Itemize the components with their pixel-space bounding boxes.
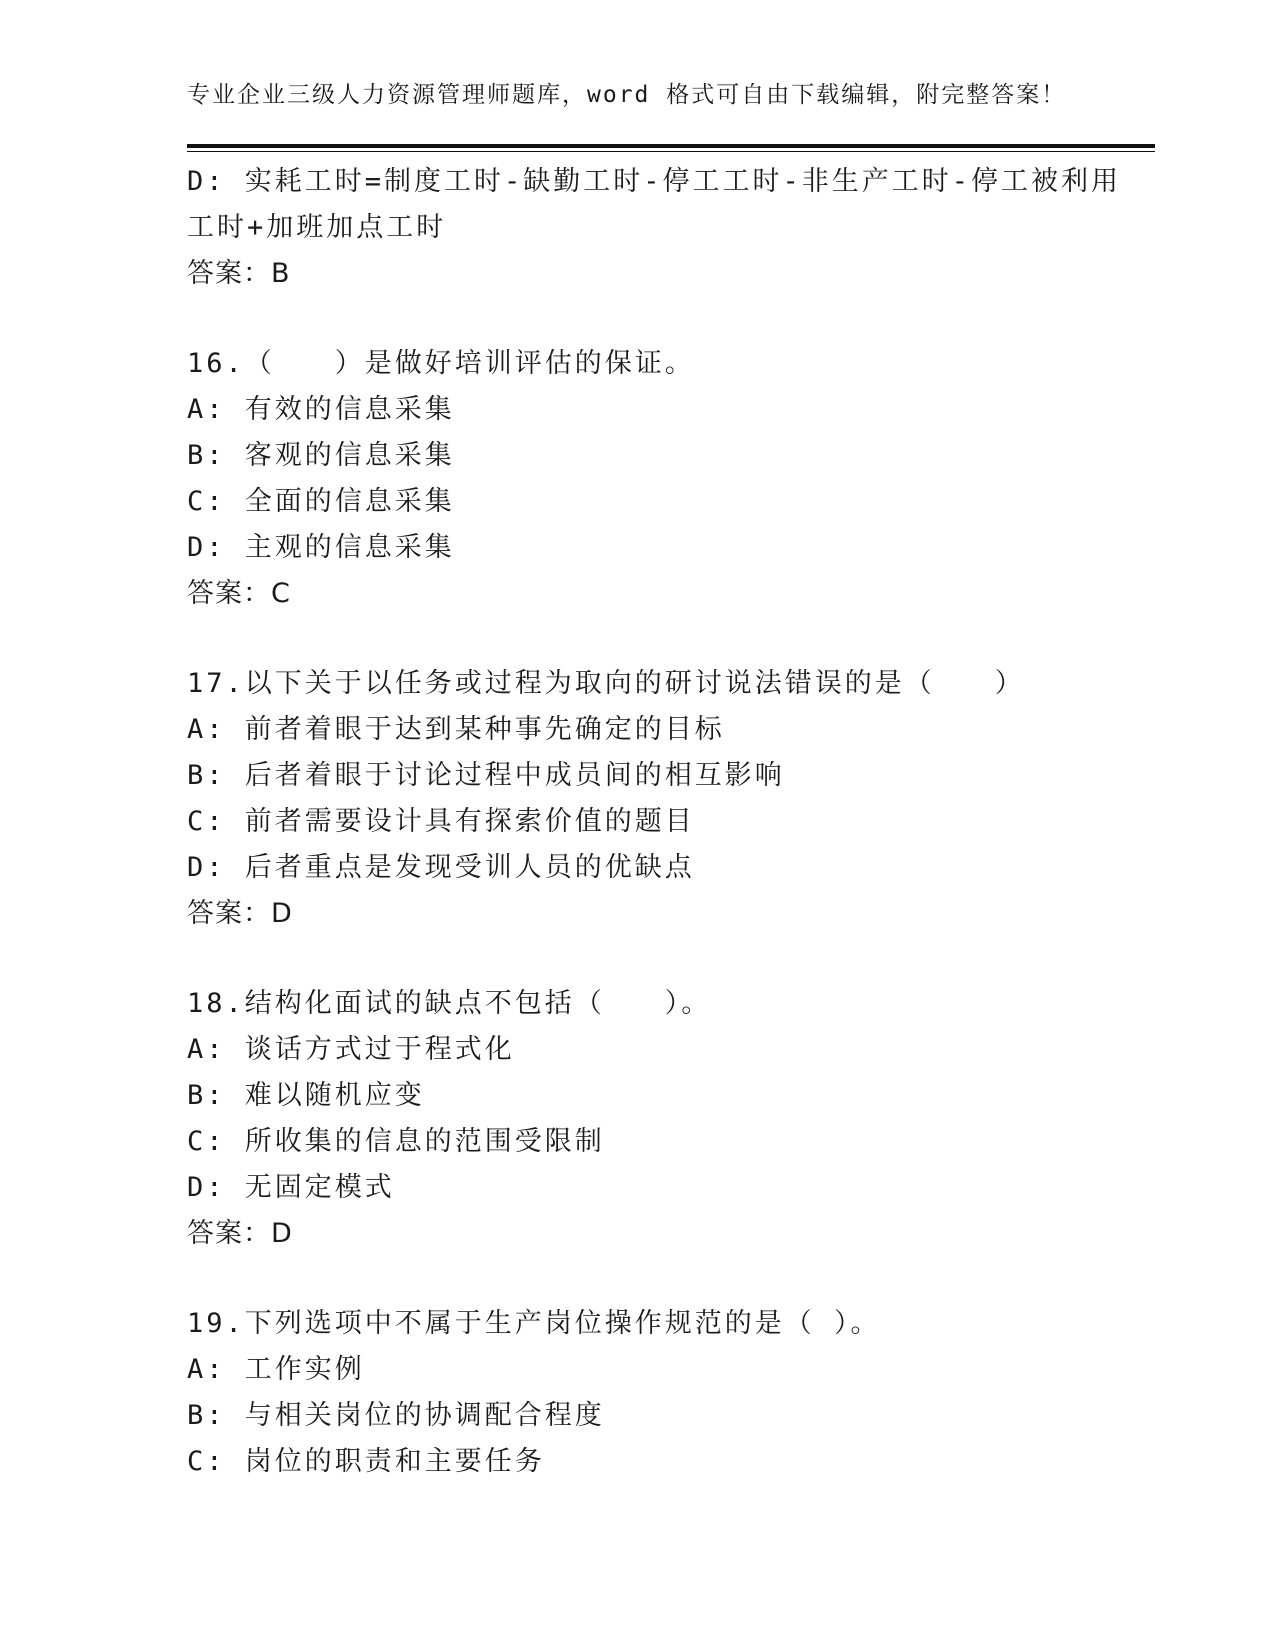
question-19 — [187, 1301, 1157, 1485]
page-header: 专业企业三级人力资源管理师题库，word 格式可自由下载编辑，附完整答案！ — [187, 82, 1067, 108]
option-a: A: 工作实例 — [187, 1354, 365, 1385]
question-17 — [187, 661, 1157, 937]
option-c: C: 所收集的信息的范围受限制 — [187, 1126, 605, 1157]
option-c: C: 岗位的职责和主要任务 — [187, 1446, 545, 1477]
option-b: B: 后者着眼于讨论过程中成员间的相互影响 — [187, 760, 785, 791]
option-d: D: 主观的信息采集 — [187, 532, 455, 563]
option-text: D: 实耗工时=制度工时-缺勤工时-停工工时-非生产工时-停工被利用 — [187, 166, 1122, 197]
option-b: B: 客观的信息采集 — [187, 440, 455, 471]
spacer — [187, 1257, 1157, 1301]
spacer — [187, 617, 1157, 661]
option-c: C: 全面的信息采集 — [187, 486, 455, 517]
option-text-continued: 工时+加班加点工时 — [187, 212, 447, 243]
answer-line: 答案：C — [187, 578, 291, 609]
question-stem: 19.下列选项中不属于生产岗位操作规范的是（ ）。 — [187, 1308, 881, 1339]
answer-line: 答案：D — [187, 898, 293, 929]
continued-question — [187, 159, 1157, 297]
option-b: B: 难以随机应变 — [187, 1080, 425, 1111]
question-stem: 18.结构化面试的缺点不包括（ ）。 — [187, 988, 712, 1019]
option-a: A: 有效的信息采集 — [187, 394, 455, 425]
header-rule-thick — [187, 144, 1155, 148]
spacer — [187, 937, 1157, 981]
question-stem: 16.（ ）是做好培训评估的保证。 — [187, 348, 695, 379]
question-18 — [187, 981, 1157, 1257]
answer-line: 答案：D — [187, 1218, 293, 1249]
option-b: B: 与相关岗位的协调配合程度 — [187, 1400, 605, 1431]
header-rule-thin — [187, 151, 1155, 152]
question-content — [187, 159, 1157, 1485]
option-a: A: 前者着眼于达到某种事先确定的目标 — [187, 714, 725, 745]
option-a: A: 谈话方式过于程式化 — [187, 1034, 515, 1065]
option-d: D: 后者重点是发现受训人员的优缺点 — [187, 852, 695, 883]
answer-line: 答案：B — [187, 258, 291, 289]
option-c: C: 前者需要设计具有探索价值的题目 — [187, 806, 695, 837]
question-stem: 17.以下关于以任务或过程为取向的研讨说法错误的是（ ） — [187, 668, 1025, 699]
question-16 — [187, 341, 1157, 617]
spacer — [187, 297, 1157, 341]
option-d: D: 无固定模式 — [187, 1172, 395, 1203]
